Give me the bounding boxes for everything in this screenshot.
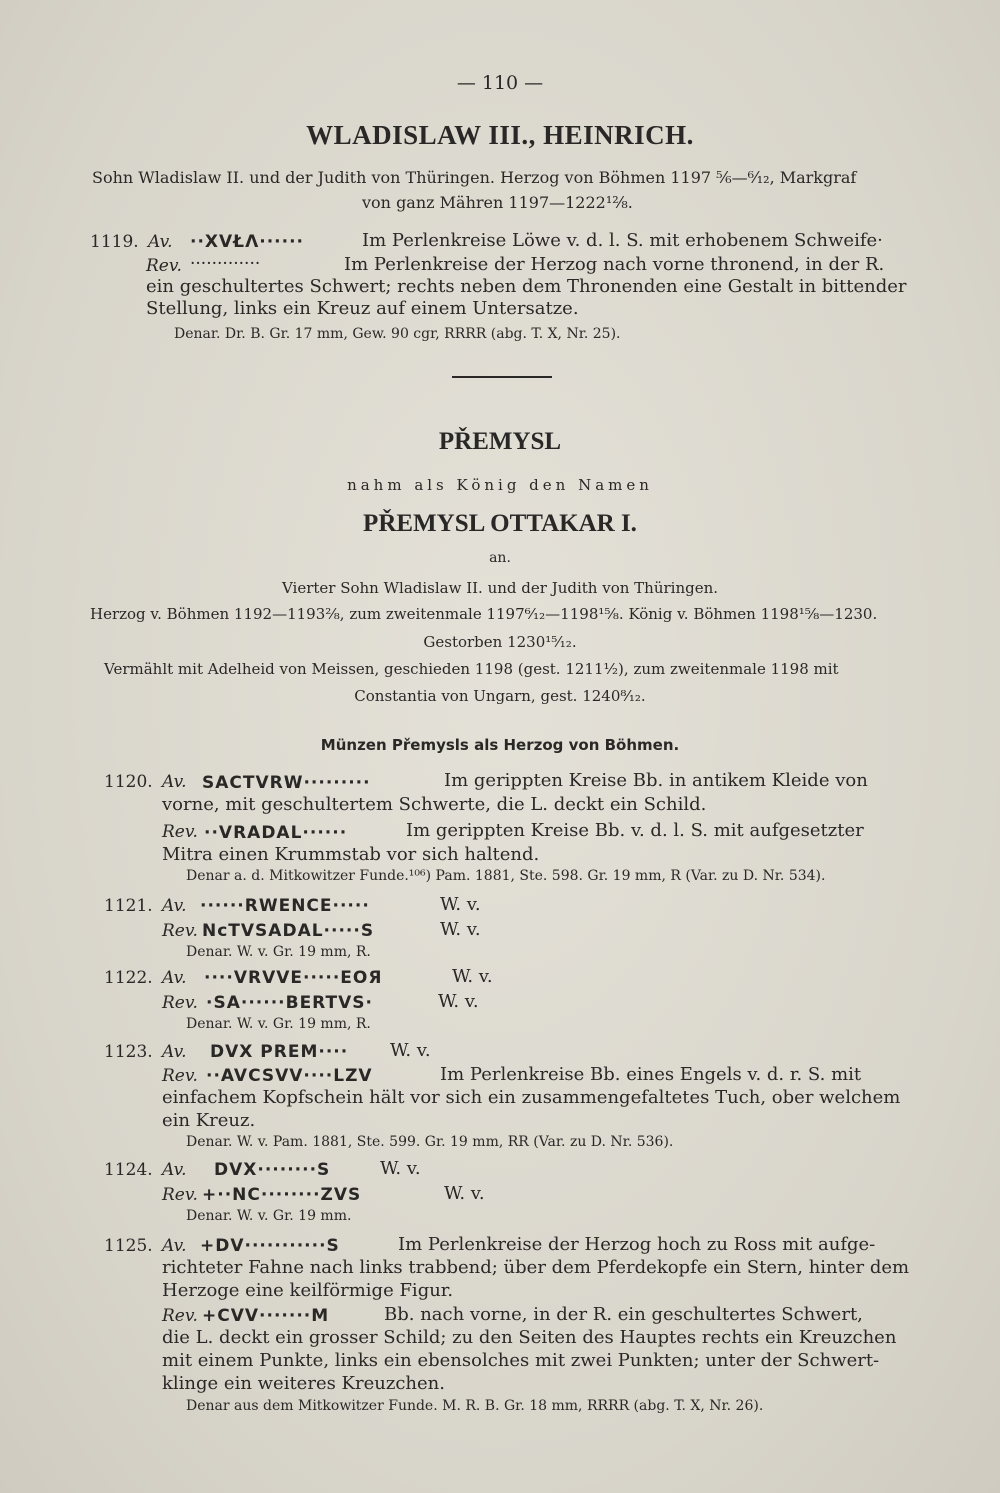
reverse-description: W. v. [440,919,481,940]
coin-note: Denar. W. v. Gr. 19 mm, R. [186,944,371,960]
reverse-label: Rev. [162,1066,198,1086]
description-continued: mit einem Punkte, links ein ebensolches mit zwei Punkten; unter der Schwert- [162,1350,880,1371]
reverse-label: Rev. [146,256,182,276]
reverse-legend: ··AVCSVV····LZV [206,1066,373,1086]
reverse-label: Rev. [162,921,198,941]
obverse-description: W. v. [452,966,493,987]
obverse-legend: ······RWENCE····· [200,896,370,916]
description-continued: richteter Fahne nach links trabbend; über dem Pferdekopfe ein Stern, hinter dem [162,1257,910,1278]
obverse-label: Av. [162,1042,187,1062]
description-continued: die L. deckt ein grosser Schild; zu den Seiten des Hauptes rechts ein Kreuzchen [162,1327,897,1348]
coin-note: Denar. Dr. B. Gr. 17 mm, Gew. 90 cgr, RRRR (abg. T. X, Nr. 25). [174,326,621,342]
coin-note: Denar. W. v. Gr. 19 mm. [186,1208,352,1224]
coin-note: Denar. W. v. Pam. 1881, Ste. 599. Gr. 19 mm, RR (Var. zu D. Nr. 536). [186,1134,674,1150]
reverse-legend: ··VRADAL······ [204,823,348,843]
entry-number: 1122. [104,968,153,988]
reverse-label: Rev. [162,822,198,842]
reverse-description: Im Perlenkreise Bb. eines Engels v. d. r. S. mit [440,1064,862,1085]
bio-line: Vermählt mit Adelheid von Meissen, geschieden 1198 (gest. 1211¹⁄₂), zum zweitenmale 1198 mit [104,660,839,678]
description-continued: vorne, mit geschultertem Schwerte, die L. deckt ein Schild. [162,794,707,815]
description-continued: Herzoge eine keilförmige Figur. [162,1280,454,1301]
bio-line: Gestorben 1230¹⁵⁄₁₂. [423,633,577,651]
section-divider [452,376,552,378]
section-title-wladislaw: WLADISLAW III., HEINRICH. [306,120,694,150]
description-continued: Mitra einen Krummstab vor sich haltend. [162,844,540,865]
obverse-legend: SACTVRW········· [202,773,371,793]
bio-line: Vierter Sohn Wladislaw II. und der Judith von Thüringen. [281,579,719,597]
description-continued: klinge ein weiteres Kreuzchen. [162,1373,445,1394]
obverse-description: W. v. [380,1158,421,1179]
reverse-legend: NcTVSADAL·····S [202,921,375,941]
entry-number: 1119. [90,232,139,252]
coin-note: Denar aus dem Mitkowitzer Funde. M. R. B. Gr. 18 mm, RRRR (abg. T. X, Nr. 26). [186,1398,764,1414]
description-continued: Stellung, links ein Kreuz auf einem Untersatze. [146,298,579,319]
bio-line: Constantia von Ungarn, gest. 1240⁸⁄₁₂. [354,687,646,705]
section-subtitle: nahm als König den Namen [347,476,653,494]
reverse-label: Rev. [162,993,198,1013]
obverse-description: Im Perlenkreise der Herzog hoch zu Ross mit aufge- [398,1234,876,1255]
reverse-label: Rev. [162,1185,198,1205]
obverse-label: Av. [162,772,187,792]
obverse-legend: DVX PREM···· [210,1042,349,1062]
obverse-label: Av. [162,1160,187,1180]
obverse-description: Im gerippten Kreise Bb. in antikem Kleide von [444,770,868,791]
reverse-description: Im Perlenkreise der Herzog nach vorne thronend, in der R. [344,254,885,275]
reverse-description: Im gerippten Kreise Bb. v. d. l. S. mit aufgesetzter [406,820,864,841]
reverse-legend: ············· [190,254,261,274]
entry-number: 1120. [104,772,153,792]
reverse-legend: ·SA······BERTVS· [206,993,373,1013]
reverse-label: Rev. [162,1306,198,1326]
obverse-description: W. v. [440,894,481,915]
section-title-ottakar: PŘEMYSL OTTAKAR I. [363,510,637,537]
obverse-legend: +DV···········S [200,1236,340,1256]
obverse-description: Im Perlenkreise Löwe v. d. l. S. mit erhobenem Schweife· [362,230,883,251]
section-title-premysl: PŘEMYSL [438,428,562,455]
reverse-legend: +CVV·······M [202,1306,330,1326]
page-number: — 110 — [456,72,544,94]
entry-number: 1121. [104,896,153,916]
entry-number: 1124. [104,1160,153,1180]
entry-number: 1125. [104,1236,153,1256]
coin-note: Denar. W. v. Gr. 19 mm, R. [186,1016,371,1032]
reverse-description: W. v. [444,1183,485,1204]
obverse-label: Av. [162,1236,187,1256]
coins-heading: Münzen Přemysls als Herzog von Böhmen. [320,736,680,754]
coin-note: Denar a. d. Mitkowitzer Funde.¹⁰⁶) Pam. 1881, Ste. 598. Gr. 19 mm, R (Var. zu D. Nr. 534). [186,868,826,884]
description-continued: ein Kreuz. [162,1110,256,1131]
description-continued: einfachem Kopfschein hält vor sich ein zusammengefaltetes Tuch, ober welchem [162,1087,901,1108]
obverse-legend: DVX········S [214,1160,331,1180]
section-an: an. [489,550,511,566]
description-continued: ein geschultertes Schwert; rechts neben dem Thronenden eine Gestalt in bittender [146,276,907,297]
obverse-label: Av. [162,968,187,988]
obverse-label: Av. [148,232,173,252]
reverse-legend: +··NC········ZVS [202,1185,362,1205]
obverse-description: W. v. [390,1040,431,1061]
bio-line: Herzog v. Böhmen 1192—1193²⁄₈, zum zweitenmale 1197⁶⁄₁₂—1198¹⁵⁄₈. König v. Böhmen 1198¹⁵⁄₈—1230. [90,605,878,623]
obverse-label: Av. [162,896,187,916]
reverse-description: W. v. [438,991,479,1012]
obverse-legend: ····VRVVE·····EOЯ [204,968,383,988]
reverse-description: Bb. nach vorne, in der R. ein geschultertes Schwert, [384,1304,863,1325]
intro-line-1: Sohn Wladislaw II. und der Judith von Thüringen. Herzog von Böhmen 1197 ⁵⁄₆—⁶⁄₁₂, Markgraf [92,168,857,187]
obverse-legend: ··XVŁΛ······ [190,232,304,252]
entry-number: 1123. [104,1042,153,1062]
intro-line-2: von ganz Mähren 1197—1222¹²⁄₈. [362,193,633,212]
